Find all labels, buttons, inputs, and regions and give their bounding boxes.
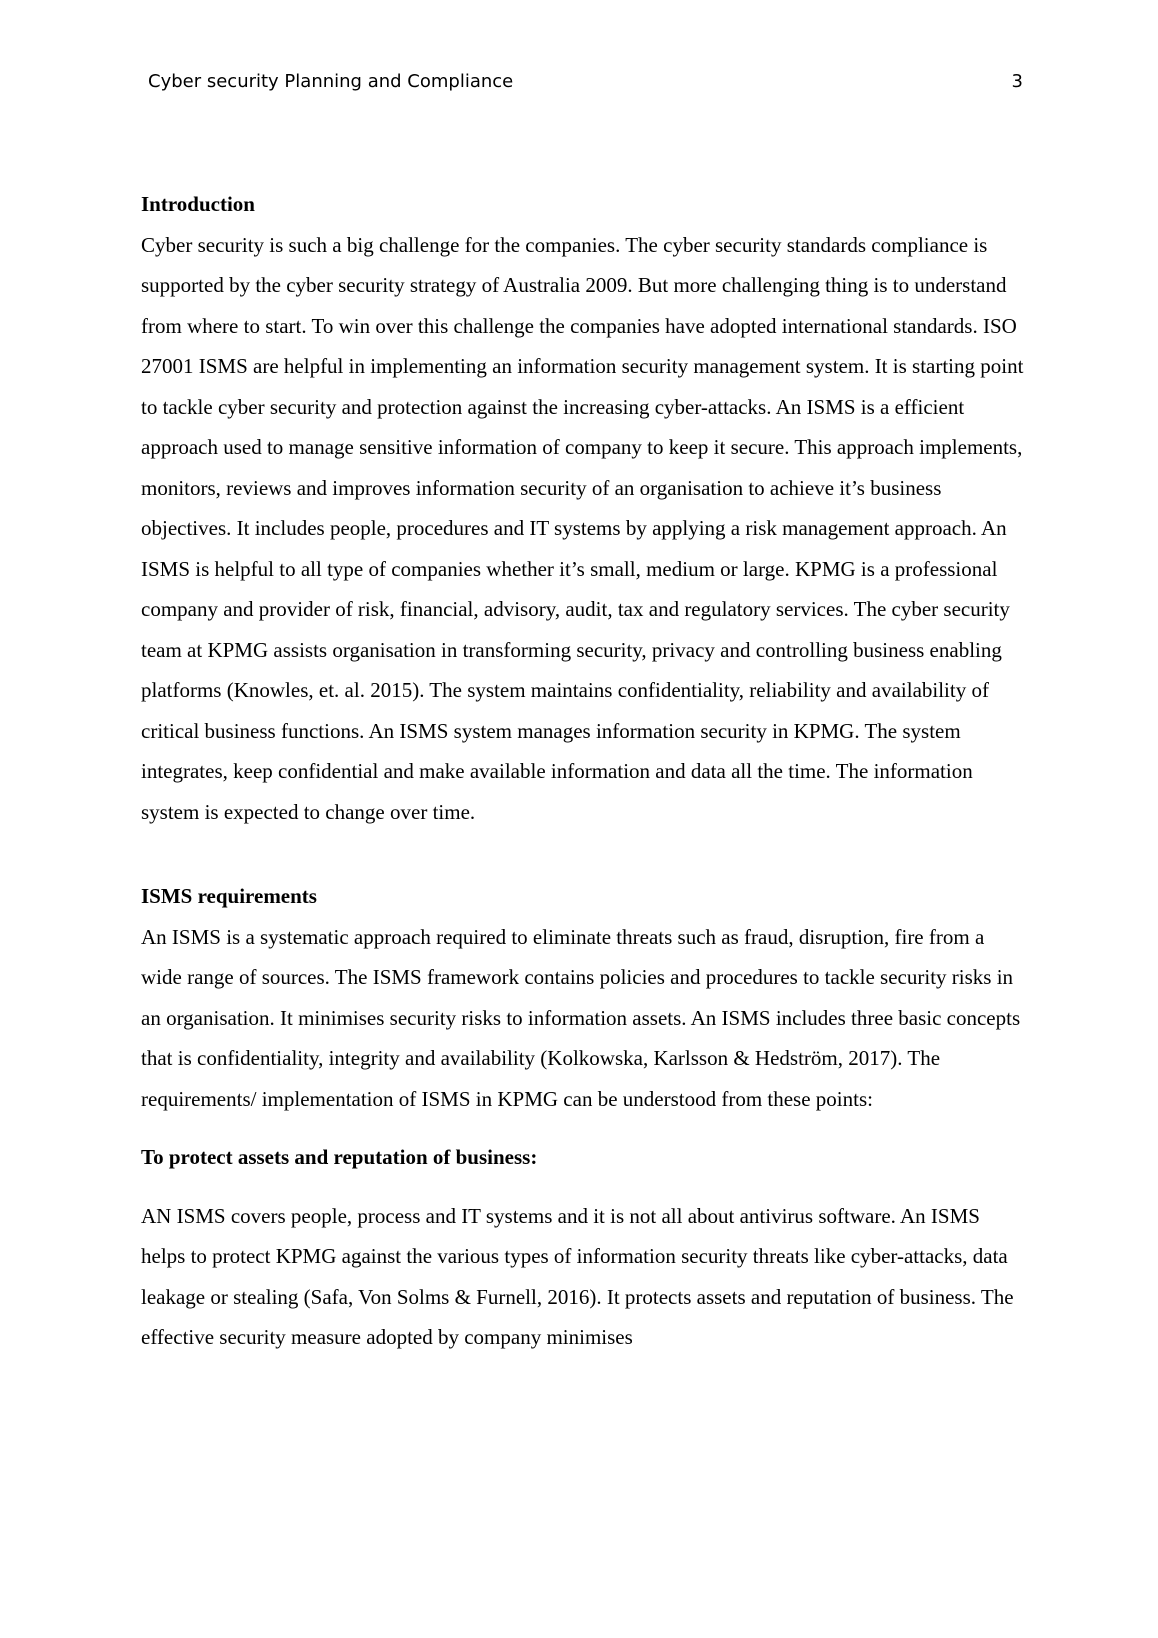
section-heading-isms-requirements: ISMS requirements bbox=[141, 884, 317, 908]
running-header-title: Cyber security Planning and Compliance bbox=[148, 71, 514, 92]
page-number: 3 bbox=[1011, 71, 1023, 92]
section-spacer bbox=[141, 1119, 1029, 1137]
subheading-protect-assets: To protect assets and reputation of business: bbox=[141, 1145, 538, 1169]
section-spacer bbox=[141, 832, 1029, 876]
paragraph-introduction: Cyber security is such a big challenge for the companies. The cyber security standards compliance is supported by the cyber security strategy of Australia 2009. But more challenging thing is to understand from where to start. To win over this challenge the companies have adopted international standards. ISO 27001 ISMS are helpful in implementing an information security management system. It is starting point to tackle cyber security and protection against the increasing cyber-attacks. An ISMS is a efficient approach used to manage sensitive information of company to keep it secure. This approach implements, monitors, reviews and improves information security of an organisation to achieve it’s business objectives. It includes people, procedures and IT systems by applying a risk management approach. An ISMS is helpful to all type of companies whether it’s small, medium or large. KPMG is a professional company and provider of risk, financial, advisory, audit, tax and regulatory services. The cyber security team at KPMG assists organisation in transforming security, privacy and controlling business enabling platforms (Knowles, et. al. 2015). The system maintains confidentiality, reliability and availability of critical business functions. An ISMS system manages information security in KPMG. The system integrates, keep confidential and make available information and data all the time. The information system is expected to change over time. bbox=[141, 232, 1024, 824]
document-body bbox=[141, 184, 1029, 1358]
paragraph-protect-assets: AN ISMS covers people, process and IT systems and it is not all about antivirus software. An ISMS helps to protect KPMG against the various types of information security threats like cyber-attacks, data leakage or stealing (Safa, Von Solms & Furnell, 2016). It protects assets and reputation of business. The effective security measure adopted by company minimises bbox=[141, 1203, 1014, 1349]
section-heading-introduction: Introduction bbox=[141, 192, 255, 216]
section-spacer bbox=[141, 1178, 1029, 1196]
paragraph-isms-requirements: An ISMS is a systematic approach required to eliminate threats such as fraud, disruption, fire from a wide range of sources. The ISMS framework contains policies and procedures to tackle security risks in an organisation. It minimises security risks to information assets. An ISMS includes three basic concepts that is confidentiality, integrity and availability (Kolkowska, Karlsson & Hedström, 2017). The requirements/ implementation of ISMS in KPMG can be understood from these points: bbox=[141, 924, 1021, 1111]
